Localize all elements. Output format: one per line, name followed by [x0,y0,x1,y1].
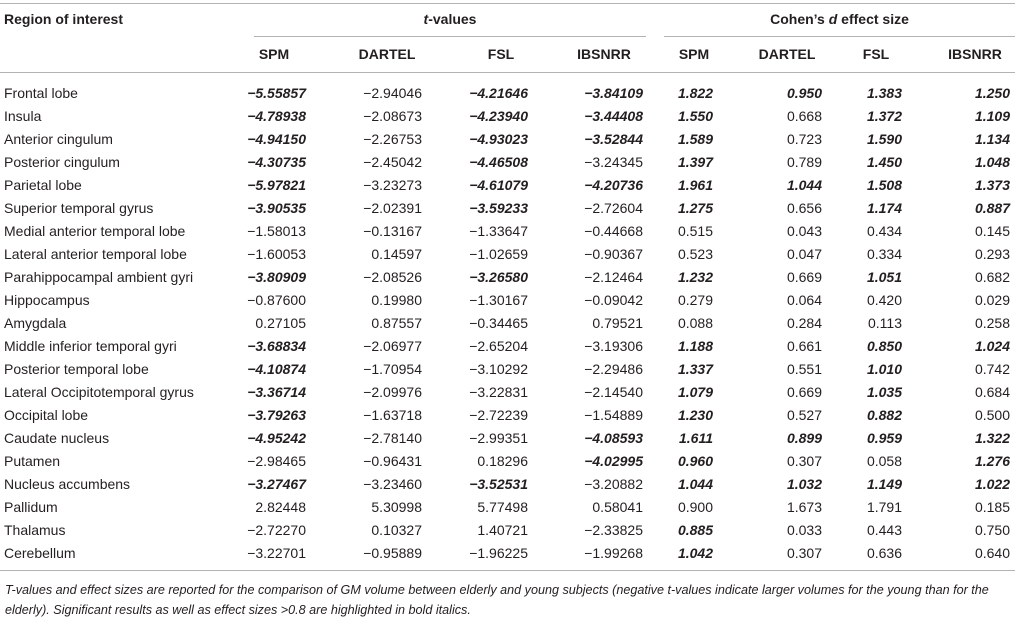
effect-size-cell: 1.550 [677,108,713,124]
effect-size-cell: 1.022 [974,476,1010,492]
column-header: IBSNRR [577,46,631,62]
t-value-cell: −5.55857 [247,85,306,101]
effect-size-cell: 0.750 [974,522,1010,538]
t-value-cell: −2.72604 [584,200,643,216]
effect-size-cell: 0.527 [786,407,822,423]
t-value-cell: −2.08526 [363,269,422,285]
effect-size-cell: 0.515 [677,223,713,239]
t-value-cell: −4.20736 [584,177,643,193]
t-value-cell: −4.78938 [247,108,306,124]
effect-size-cell: 1.590 [866,131,902,147]
region-cell: Middle inferior temporal gyri [4,338,177,354]
effect-size-cell: 1.079 [677,384,713,400]
effect-size-cell: 1.042 [677,545,713,561]
t-value-cell: −2.09976 [363,384,422,400]
t-value-cell: −0.96431 [363,453,422,469]
t-value-cell: −1.02659 [469,246,528,262]
rule-header-bottom [0,72,1015,73]
rule-cohen [664,36,1015,37]
t-value-cell: −4.21646 [469,85,528,101]
rule-tvalues [254,36,646,37]
effect-size-cell: 0.742 [974,361,1010,377]
region-cell: Parietal lobe [4,177,82,193]
effect-size-cell: 0.279 [677,292,713,308]
t-value-cell: −4.10874 [247,361,306,377]
effect-size-cell: 1.051 [866,269,902,285]
column-header: IBSNRR [948,46,1002,62]
t-value-cell: −3.79263 [247,407,306,423]
effect-size-cell: 1.149 [866,476,902,492]
effect-size-cell: 1.010 [866,361,902,377]
t-value-cell: −2.26753 [363,131,422,147]
effect-size-cell: 0.500 [974,407,1010,423]
t-value-cell: 0.58041 [592,499,643,515]
t-value-cell: −3.59233 [469,200,528,216]
effect-size-cell: 0.434 [866,223,902,239]
effect-size-cell: 0.443 [866,522,902,538]
t-value-cell: −2.12464 [584,269,643,285]
t-value-cell: −4.23940 [469,108,528,124]
header-tvalues-italic: t [423,11,429,27]
effect-size-cell: 0.684 [974,384,1010,400]
t-value-cell: −3.27467 [247,476,306,492]
t-value-cell: −4.02995 [584,453,643,469]
effect-size-cell: 0.284 [786,315,822,331]
t-value-cell: −2.72270 [247,522,306,538]
effect-size-cell: 1.337 [677,361,713,377]
effect-size-cell: 0.656 [786,200,822,216]
t-value-cell: −3.44408 [584,108,643,124]
effect-size-cell: 1.383 [866,85,902,101]
effect-size-cell: 1.174 [866,200,902,216]
t-value-cell: −4.94150 [247,131,306,147]
header-cohen-prefix: Cohen’s [770,11,829,27]
region-cell: Medial anterior temporal lobe [4,223,186,239]
effect-size-cell: 1.961 [677,177,713,193]
t-value-cell: −1.54889 [584,407,643,423]
effect-size-cell: 1.397 [677,154,713,170]
region-cell: Anterior cingulum [4,131,113,147]
effect-size-cell: 1.188 [677,338,713,354]
effect-size-cell: 1.035 [866,384,902,400]
region-cell: Parahippocampal ambient gyri [4,269,194,285]
t-value-cell: −5.97821 [247,177,306,193]
effect-size-cell: 1.450 [866,154,902,170]
t-value-cell: −2.99351 [469,430,528,446]
t-value-cell: −0.13167 [363,223,422,239]
effect-size-cell: 0.885 [677,522,713,538]
effect-size-cell: 0.293 [974,246,1010,262]
effect-size-cell: 0.723 [786,131,822,147]
region-cell: Caudate nucleus [4,430,110,446]
t-value-cell: −3.24345 [584,154,643,170]
effect-size-cell: 0.523 [677,246,713,262]
t-value-cell: −1.70954 [363,361,422,377]
region-cell: Hippocampus [4,292,90,308]
effect-size-cell: 0.789 [786,154,822,170]
effect-size-cell: 0.113 [868,315,902,331]
t-value-cell: −2.78140 [363,430,422,446]
region-cell: Amygdala [4,315,67,331]
t-value-cell: −2.14540 [584,384,643,400]
t-value-cell: −3.52844 [584,131,643,147]
header-tvalues-rest: -values [428,11,477,27]
effect-size-cell: 1.372 [866,108,902,124]
t-value-cell: −0.34465 [469,315,528,331]
effect-size-cell: 0.258 [974,315,1010,331]
effect-size-cell: 1.230 [677,407,713,423]
t-value-cell: 5.30998 [371,499,422,515]
column-header: FSL [862,46,890,62]
effect-size-cell: 0.420 [866,292,902,308]
t-value-cell: −4.30735 [247,154,306,170]
t-value-cell: −3.36714 [247,384,306,400]
t-value-cell: −4.46508 [469,154,528,170]
column-header: FSL [487,46,515,62]
t-value-cell: −3.22831 [469,384,528,400]
t-value-cell: −2.65204 [469,338,528,354]
region-cell: Nucleus accumbens [4,476,131,492]
region-cell: Occipital lobe [4,407,89,423]
effect-size-cell: 1.373 [974,177,1010,193]
t-value-cell: −2.98465 [247,453,306,469]
t-value-cell: −3.22701 [247,545,306,561]
t-value-cell: −3.52531 [469,476,528,492]
effect-size-cell: 0.682 [974,269,1010,285]
t-value-cell: −4.08593 [584,430,643,446]
effect-size-cell: 0.047 [786,246,822,262]
effect-size-cell: 1.134 [974,131,1010,147]
t-value-cell: −3.19306 [584,338,643,354]
region-cell: Posterior temporal lobe [4,361,149,377]
effect-size-cell: 1.673 [786,499,822,515]
effect-size-cell: 1.611 [679,430,713,446]
effect-size-cell: 0.043 [786,223,822,239]
effect-size-cell: 1.791 [866,499,902,515]
effect-size-cell: 1.044 [786,177,822,193]
t-value-cell: −2.08673 [363,108,422,124]
t-value-cell: 0.14597 [371,246,422,262]
header-region: Region of interest [4,11,124,27]
effect-size-cell: 0.640 [974,545,1010,561]
effect-size-cell: 1.822 [677,85,713,101]
region-cell: Posterior cingulum [4,154,120,170]
effect-size-cell: 0.668 [786,108,822,124]
t-value-cell: −3.90535 [247,200,306,216]
region-cell: Insula [4,108,42,124]
t-value-cell: −4.93023 [469,131,528,147]
t-value-cell: 2.82448 [255,499,306,515]
effect-size-cell: 0.899 [786,430,822,446]
effect-size-cell: 0.145 [974,223,1010,239]
region-cell: Lateral Occipitotemporal gyrus [4,384,194,400]
t-value-cell: −4.61079 [469,177,528,193]
t-value-cell: −0.44668 [584,223,643,239]
t-value-cell: −1.99268 [584,545,643,561]
effect-size-cell: 1.275 [677,200,713,216]
t-value-cell: −1.60053 [247,246,306,262]
t-value-cell: −3.23273 [363,177,422,193]
t-value-cell: −1.30167 [469,292,528,308]
t-value-cell: −3.84109 [584,85,643,101]
t-value-cell: −1.58013 [247,223,306,239]
t-value-cell: 0.87557 [371,315,422,331]
effect-size-cell: 0.334 [866,246,902,262]
t-value-cell: −0.95889 [363,545,422,561]
effect-size-cell: 0.661 [786,338,822,354]
effect-size-cell: 0.033 [786,522,822,538]
effect-size-cell: 1.250 [974,85,1010,101]
t-value-cell: −0.87600 [247,292,306,308]
region-cell: Putamen [4,453,61,469]
header-cohen [664,10,1015,28]
t-value-cell: 0.79521 [592,315,643,331]
effect-size-cell: 0.960 [677,453,713,469]
t-value-cell: 0.19980 [371,292,422,308]
region-cell: Frontal lobe [4,85,78,101]
t-value-cell: −2.45042 [363,154,422,170]
region-cell: Superior temporal gyrus [4,200,154,216]
effect-size-cell: 0.887 [974,200,1010,216]
t-value-cell: −3.80909 [247,269,306,285]
t-value-cell: −2.06977 [363,338,422,354]
effect-size-cell: 1.032 [786,476,822,492]
t-value-cell: 0.18296 [477,453,528,469]
header-tvalues [254,10,646,28]
t-value-cell: −2.72239 [469,407,528,423]
region-cell: Thalamus [4,522,66,538]
effect-size-cell: 1.044 [677,476,713,492]
effect-size-cell: 1.109 [974,108,1010,124]
t-value-cell: −0.09042 [584,292,643,308]
effect-size-cell: 0.551 [786,361,822,377]
t-value-cell: −2.29486 [584,361,643,377]
t-value-cell: −1.63718 [363,407,422,423]
t-value-cell: −2.02391 [363,200,422,216]
effect-size-cell: 0.185 [974,499,1010,515]
rule-bottom [0,570,1015,571]
effect-size-cell: 0.058 [866,453,902,469]
column-header: SPM [678,46,710,62]
header-cohen-italic: d [828,11,838,27]
t-value-cell: −3.10292 [469,361,528,377]
region-cell: Lateral anterior temporal lobe [4,246,187,262]
effect-size-cell: 0.307 [786,545,822,561]
effect-size-cell: 0.900 [677,499,713,515]
effect-size-cell: 0.669 [786,269,822,285]
effect-size-cell: 1.508 [866,177,902,193]
table-caption: T-values and effect sizes are reported for the comparison of GM volume between elderly and young subjects (negative t-values indicate larger volumes for the young than for the elderly). Significant results as well as effect sizes >0.8 are highlighted in bold italics. [5,583,989,617]
t-value-cell: −4.95242 [247,430,306,446]
effect-size-cell: 0.669 [786,384,822,400]
effect-size-cell: 0.850 [866,338,902,354]
header-cohen-suffix: effect size [837,11,909,27]
effect-size-cell: 0.088 [677,315,713,331]
t-value-cell: −1.96225 [469,545,528,561]
t-value-cell: −2.94046 [363,85,422,101]
column-header: SPM [258,46,290,62]
t-value-cell: −0.90367 [584,246,643,262]
effect-size-cell: 0.636 [866,545,902,561]
column-header: DARTEL [758,46,816,62]
t-value-cell: −3.20882 [584,476,643,492]
t-value-cell: 0.27105 [255,315,306,331]
effect-size-cell: 0.307 [786,453,822,469]
t-value-cell: 5.77498 [477,499,528,515]
effect-size-cell: 0.029 [974,292,1010,308]
effect-size-cell: 1.048 [974,154,1010,170]
column-header: DARTEL [358,46,416,62]
effect-size-cell: 1.276 [974,453,1010,469]
t-value-cell: −3.26580 [469,269,528,285]
effect-size-cell: 0.959 [866,430,902,446]
t-value-cell: 0.10327 [371,522,422,538]
effect-size-cell: 0.064 [786,292,822,308]
t-value-cell: −2.33825 [584,522,643,538]
t-value-cell: 1.40721 [477,522,528,538]
t-value-cell: −3.68834 [247,338,306,354]
effect-size-cell: 1.024 [974,338,1010,354]
effect-size-cell: 1.232 [677,269,713,285]
effect-size-cell: 1.322 [974,430,1010,446]
t-value-cell: −1.33647 [469,223,528,239]
effect-size-cell: 0.950 [786,85,822,101]
t-value-cell: −3.23460 [363,476,422,492]
effect-size-cell: 1.589 [677,131,713,147]
region-cell: Cerebellum [4,545,76,561]
rule-top [0,3,1015,4]
effect-size-cell: 0.882 [866,407,902,423]
region-cell: Pallidum [4,499,58,515]
